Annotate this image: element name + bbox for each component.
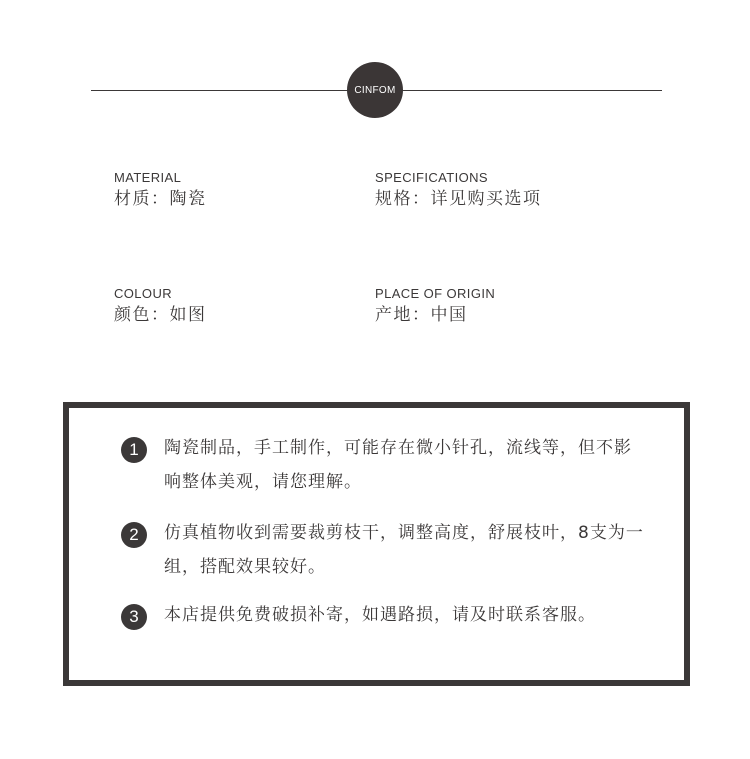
brand-name: CINFOM — [354, 84, 396, 96]
notice-item — [121, 602, 664, 632]
spec-colour-label: COLOUR — [114, 286, 173, 301]
spec-colour-value: 颜色：如图 — [114, 305, 207, 325]
notice-text-1: 陶瓷制品，手工制作，可能存在微小针孔，流线等，但不影响整体美观，请您理解。 — [164, 438, 632, 492]
notice-box — [63, 402, 690, 686]
spec-specifications — [375, 170, 542, 210]
number-badge-1: 1 — [121, 437, 147, 463]
spec-specifications-label: SPECIFICATIONS — [375, 170, 488, 185]
spec-material-value: 材质：陶瓷 — [114, 189, 207, 209]
spec-colour — [114, 286, 207, 326]
spec-origin — [375, 286, 495, 326]
number-badge-2: 2 — [121, 522, 147, 548]
spec-origin-label: PLACE OF ORIGIN — [375, 286, 496, 301]
spec-material — [114, 170, 207, 210]
notice-item — [121, 435, 644, 499]
spec-material-label: MATERIAL — [114, 170, 182, 185]
brand-badge — [347, 62, 403, 118]
spec-origin-value: 产地：中国 — [375, 305, 468, 325]
notice-text-3: 本店提供免费破损补寄，如遇路损，请及时联系客服。 — [164, 605, 596, 625]
number-badge-3: 3 — [121, 604, 147, 630]
notice-text-2: 仿真植物收到需要裁剪枝干，调整高度，舒展枝叶，8支为一组，搭配效果较好。 — [164, 523, 644, 577]
spec-specifications-value: 规格：详见购买选项 — [375, 189, 542, 209]
notice-item — [121, 520, 644, 584]
